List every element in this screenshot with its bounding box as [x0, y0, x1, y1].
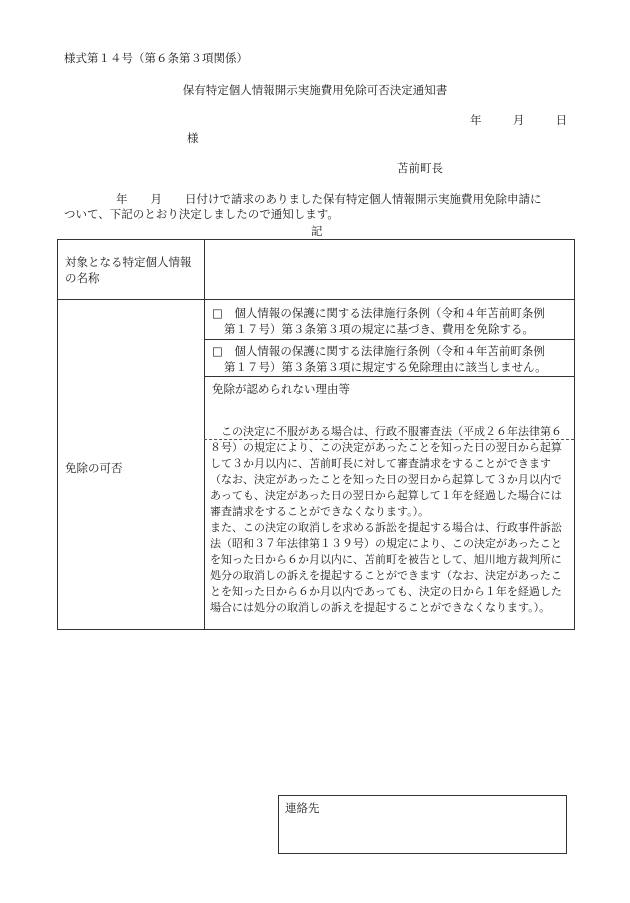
- date-month: 月: [512, 113, 525, 127]
- decision-table: [57, 239, 575, 630]
- target-name-label: 対象となる特定個人情報の名称: [65, 255, 192, 285]
- body-line-1: 年 月 日付けで請求のありました保有特定個人情報開示実施費用免除申請に: [116, 192, 542, 206]
- contact-label: 連絡先: [285, 801, 320, 815]
- option1-line1: □ 個人情報の保護に関する法律施行条例（令和４年苫前町条例: [212, 306, 545, 320]
- exemption-decision-label: 免除の可否: [65, 461, 123, 475]
- denial-reason-label: 免除が認められない理由等: [212, 382, 350, 396]
- appeal-paragraph-1: この決定に不服がある場合は、行政不服審査法（平成２６年法律第６８号）の規定により、この決定があったことを知った日の翌日から起算して３か月以内に、苫前町長に対して審査請求をすることができます（なお、決定があったことを知った日の翌日から起算して３か月以内であっても、決定があった日の翌日から起算して１年を経過した場合には審査請求をすることができなくなります。）。: [210, 425, 562, 518]
- issuer-name: 苫前町長: [397, 161, 443, 175]
- option2-line2: 第１７号）第３条第３項に規定する免除理由に該当しません。: [224, 360, 547, 374]
- reason-divider: [204, 376, 574, 377]
- option1-line2: 第１７号）第３条第３項の規定に基づき、費用を免除する。: [224, 322, 535, 336]
- form-number: 様式第１４号（第６条第３項関係）: [64, 51, 248, 65]
- option-deny-exemption[interactable]: [212, 343, 567, 375]
- option-divider: [204, 339, 574, 340]
- body-text: [64, 192, 574, 222]
- document-title: 保有特定個人情報開示実施費用免除可否決定通知書: [182, 83, 448, 97]
- date-line: [470, 112, 567, 128]
- appeal-paragraph-2: また、この決定の取消しを求める訴訟を提起する場合は、行政事件訴訟法（昭和３７年法律第１３９号）の規定により、この決定があったことを知った日から６か月以内に、苫前町を被告として、旭川地方裁判所に処分の取消しの訴えを提起することができます（なお、決定があったことを知った日から６か月以内であっても、決定の日から１年を経過した場合には処分の取消しの訴えを提起することができなくなります。）。: [210, 521, 562, 614]
- contact-box: [278, 795, 567, 854]
- date-day: 日: [555, 113, 568, 127]
- appeal-notice: [210, 424, 570, 616]
- row-divider: [58, 299, 574, 300]
- recipient-honorific: 様: [187, 131, 199, 145]
- body-line-2: ついて、下記のとおり決定しましたので通知します。: [64, 207, 339, 221]
- date-year: 年: [470, 113, 482, 127]
- ki-heading: 記: [311, 224, 323, 238]
- option2-line1: □ 個人情報の保護に関する法律施行条例（令和４年苫前町条例: [212, 344, 545, 358]
- option-grant-exemption[interactable]: [212, 305, 567, 337]
